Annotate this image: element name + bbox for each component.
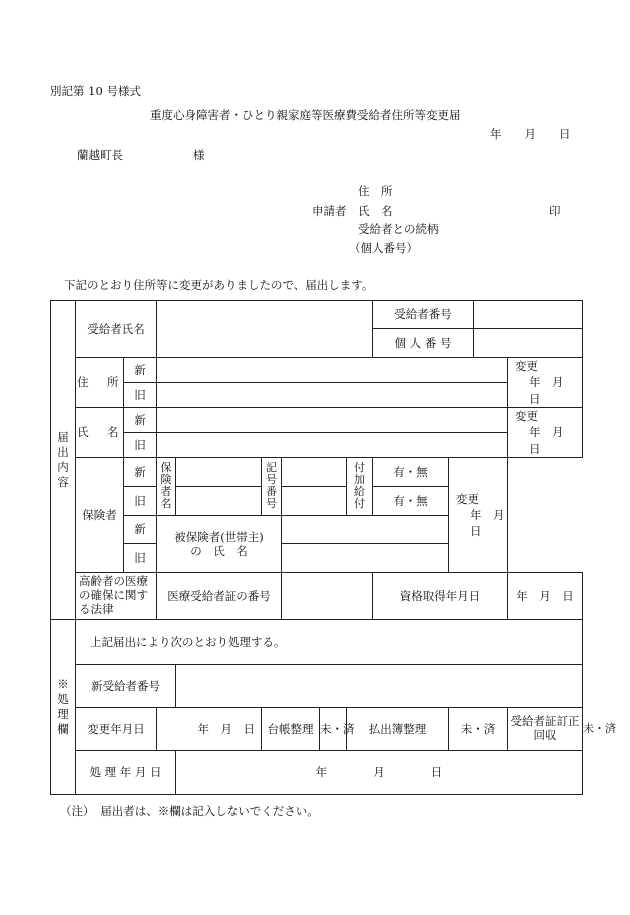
insurer-name-label: 保険者名 bbox=[157, 458, 176, 516]
additional-benefit-label: 付加給付 bbox=[347, 458, 373, 516]
symbol-number-label: 記号番号 bbox=[262, 458, 282, 516]
address-new-label: 新 bbox=[124, 358, 157, 383]
new-recipient-number-label: 新受給者番号 bbox=[76, 665, 176, 708]
process-note: 上記届出により次のとおり処理する。 bbox=[76, 620, 583, 665]
symbol-number-old-field[interactable] bbox=[282, 487, 347, 516]
name-new-label: 新 bbox=[124, 408, 157, 433]
symbol-number-new-field[interactable] bbox=[282, 458, 347, 487]
change-date-field[interactable]: 年 月 日 bbox=[157, 708, 262, 751]
address-new-field[interactable] bbox=[157, 358, 508, 383]
qualified-date-field[interactable]: 年 月 日 bbox=[508, 573, 583, 620]
elderly-law-label: 高齢者の医療の確保に関する法律 bbox=[76, 573, 157, 620]
insurance-label: 保険者 bbox=[76, 458, 124, 573]
additional-benefit-old[interactable]: 有・無 bbox=[373, 487, 449, 516]
seal-mark: 印 bbox=[549, 204, 561, 218]
insurer-name-new-field[interactable] bbox=[176, 458, 262, 487]
form-code: 別記第 10 号様式 bbox=[50, 84, 141, 98]
applicant-my-number-label: （個人番号） bbox=[349, 241, 418, 255]
qualified-date-label: 資格取得年月日 bbox=[373, 573, 508, 620]
name-old-field[interactable] bbox=[157, 433, 508, 458]
elderly-cert-field[interactable] bbox=[282, 573, 373, 620]
additional-benefit-new[interactable]: 有・無 bbox=[373, 458, 449, 487]
recipient-number-field[interactable] bbox=[474, 301, 583, 329]
insured-new-label: 新 bbox=[124, 516, 157, 544]
form-title: 重度心身障害者・ひとり親家庭等医療費受給者住所等変更届 bbox=[150, 108, 461, 122]
cert-collect-label: 受給者証訂正回収 bbox=[508, 708, 583, 751]
name-change-date[interactable]: 変更 年 月 日 bbox=[508, 408, 583, 458]
process-date-label: 処 理 年 月 日 bbox=[76, 751, 176, 795]
recipient-name: 蘭越町長 bbox=[77, 148, 123, 162]
insurer-name-old-field[interactable] bbox=[176, 487, 262, 516]
new-recipient-number-field[interactable] bbox=[176, 665, 583, 708]
recipient-number-label: 受給者番号 bbox=[373, 301, 474, 329]
name-label: 氏 名 bbox=[76, 408, 124, 458]
address-label: 住 所 bbox=[76, 358, 124, 408]
address-old-field[interactable] bbox=[157, 383, 508, 408]
personal-number-field[interactable] bbox=[474, 329, 583, 358]
insured-old-field[interactable] bbox=[282, 544, 508, 573]
recipient-name-field[interactable] bbox=[157, 301, 373, 358]
applicant-label: 申請者 bbox=[312, 204, 347, 218]
change-form-table: 届出内容 受給者氏名 受給者番号 個 人 番 号 住 所 新 変更 年 月 日 旧 氏 名 新 変更 年 月 日 旧 保険者 新 保険者名 記号番号 付加給付 有・無 変更 年 月 日 旧 有・無 新 被保険者(世帯主) の 氏 名 旧 高齢者の医療の確保に関する法律 医療受給者証の番号 資格取得年月日 年 月 日 ※処理欄 上記届出により次のとおり処理する。 新受給者番号 変更年月日 年 月 日 台帳整理 未・済 払出簿整理 未・済 受給者証訂正回収 未・済 処 理 年 月 日 年 月 日 bbox=[50, 300, 583, 795]
payment-ledger-label: 払出簿整理 bbox=[347, 708, 449, 751]
address-change-date[interactable]: 変更 年 月 日 bbox=[508, 358, 583, 408]
footer-note: （注） 届出者は、※欄は記入しないでください。 bbox=[60, 804, 319, 818]
intro-text: 下記のとおり住所等に変更がありましたので、届出します。 bbox=[64, 278, 374, 292]
section-label-notification: 届出内容 bbox=[51, 301, 76, 620]
applicant-relation-label: 受給者との続柄 bbox=[358, 222, 439, 236]
insured-old-label: 旧 bbox=[124, 544, 157, 573]
recipient-name-label: 受給者氏名 bbox=[76, 301, 157, 358]
insurance-old-label: 旧 bbox=[124, 487, 157, 516]
insurance-change-date[interactable]: 変更 年 月 日 bbox=[449, 458, 508, 573]
applicant-name-label: 氏 名 bbox=[358, 204, 393, 218]
process-date-field[interactable]: 年 月 日 bbox=[176, 751, 583, 795]
change-date-label: 変更年月日 bbox=[76, 708, 157, 751]
payment-ledger-status[interactable]: 未・済 bbox=[449, 708, 508, 751]
date-line: 年 月 日 bbox=[490, 127, 571, 141]
elderly-cert-label: 医療受給者証の番号 bbox=[157, 573, 282, 620]
process-section-label: ※処理欄 bbox=[51, 620, 76, 795]
personal-number-label: 個 人 番 号 bbox=[373, 329, 474, 358]
address-old-label: 旧 bbox=[124, 383, 157, 408]
ledger-status[interactable]: 未・済 bbox=[320, 708, 347, 751]
ledger-label: 台帳整理 bbox=[262, 708, 320, 751]
recipient-honorific: 様 bbox=[193, 148, 205, 162]
name-new-field[interactable] bbox=[157, 408, 508, 433]
insured-head-label: 被保険者(世帯主) の 氏 名 bbox=[157, 516, 282, 573]
applicant-address-label: 住 所 bbox=[358, 184, 393, 198]
insurance-new-label: 新 bbox=[124, 458, 157, 487]
name-old-label: 旧 bbox=[124, 433, 157, 458]
